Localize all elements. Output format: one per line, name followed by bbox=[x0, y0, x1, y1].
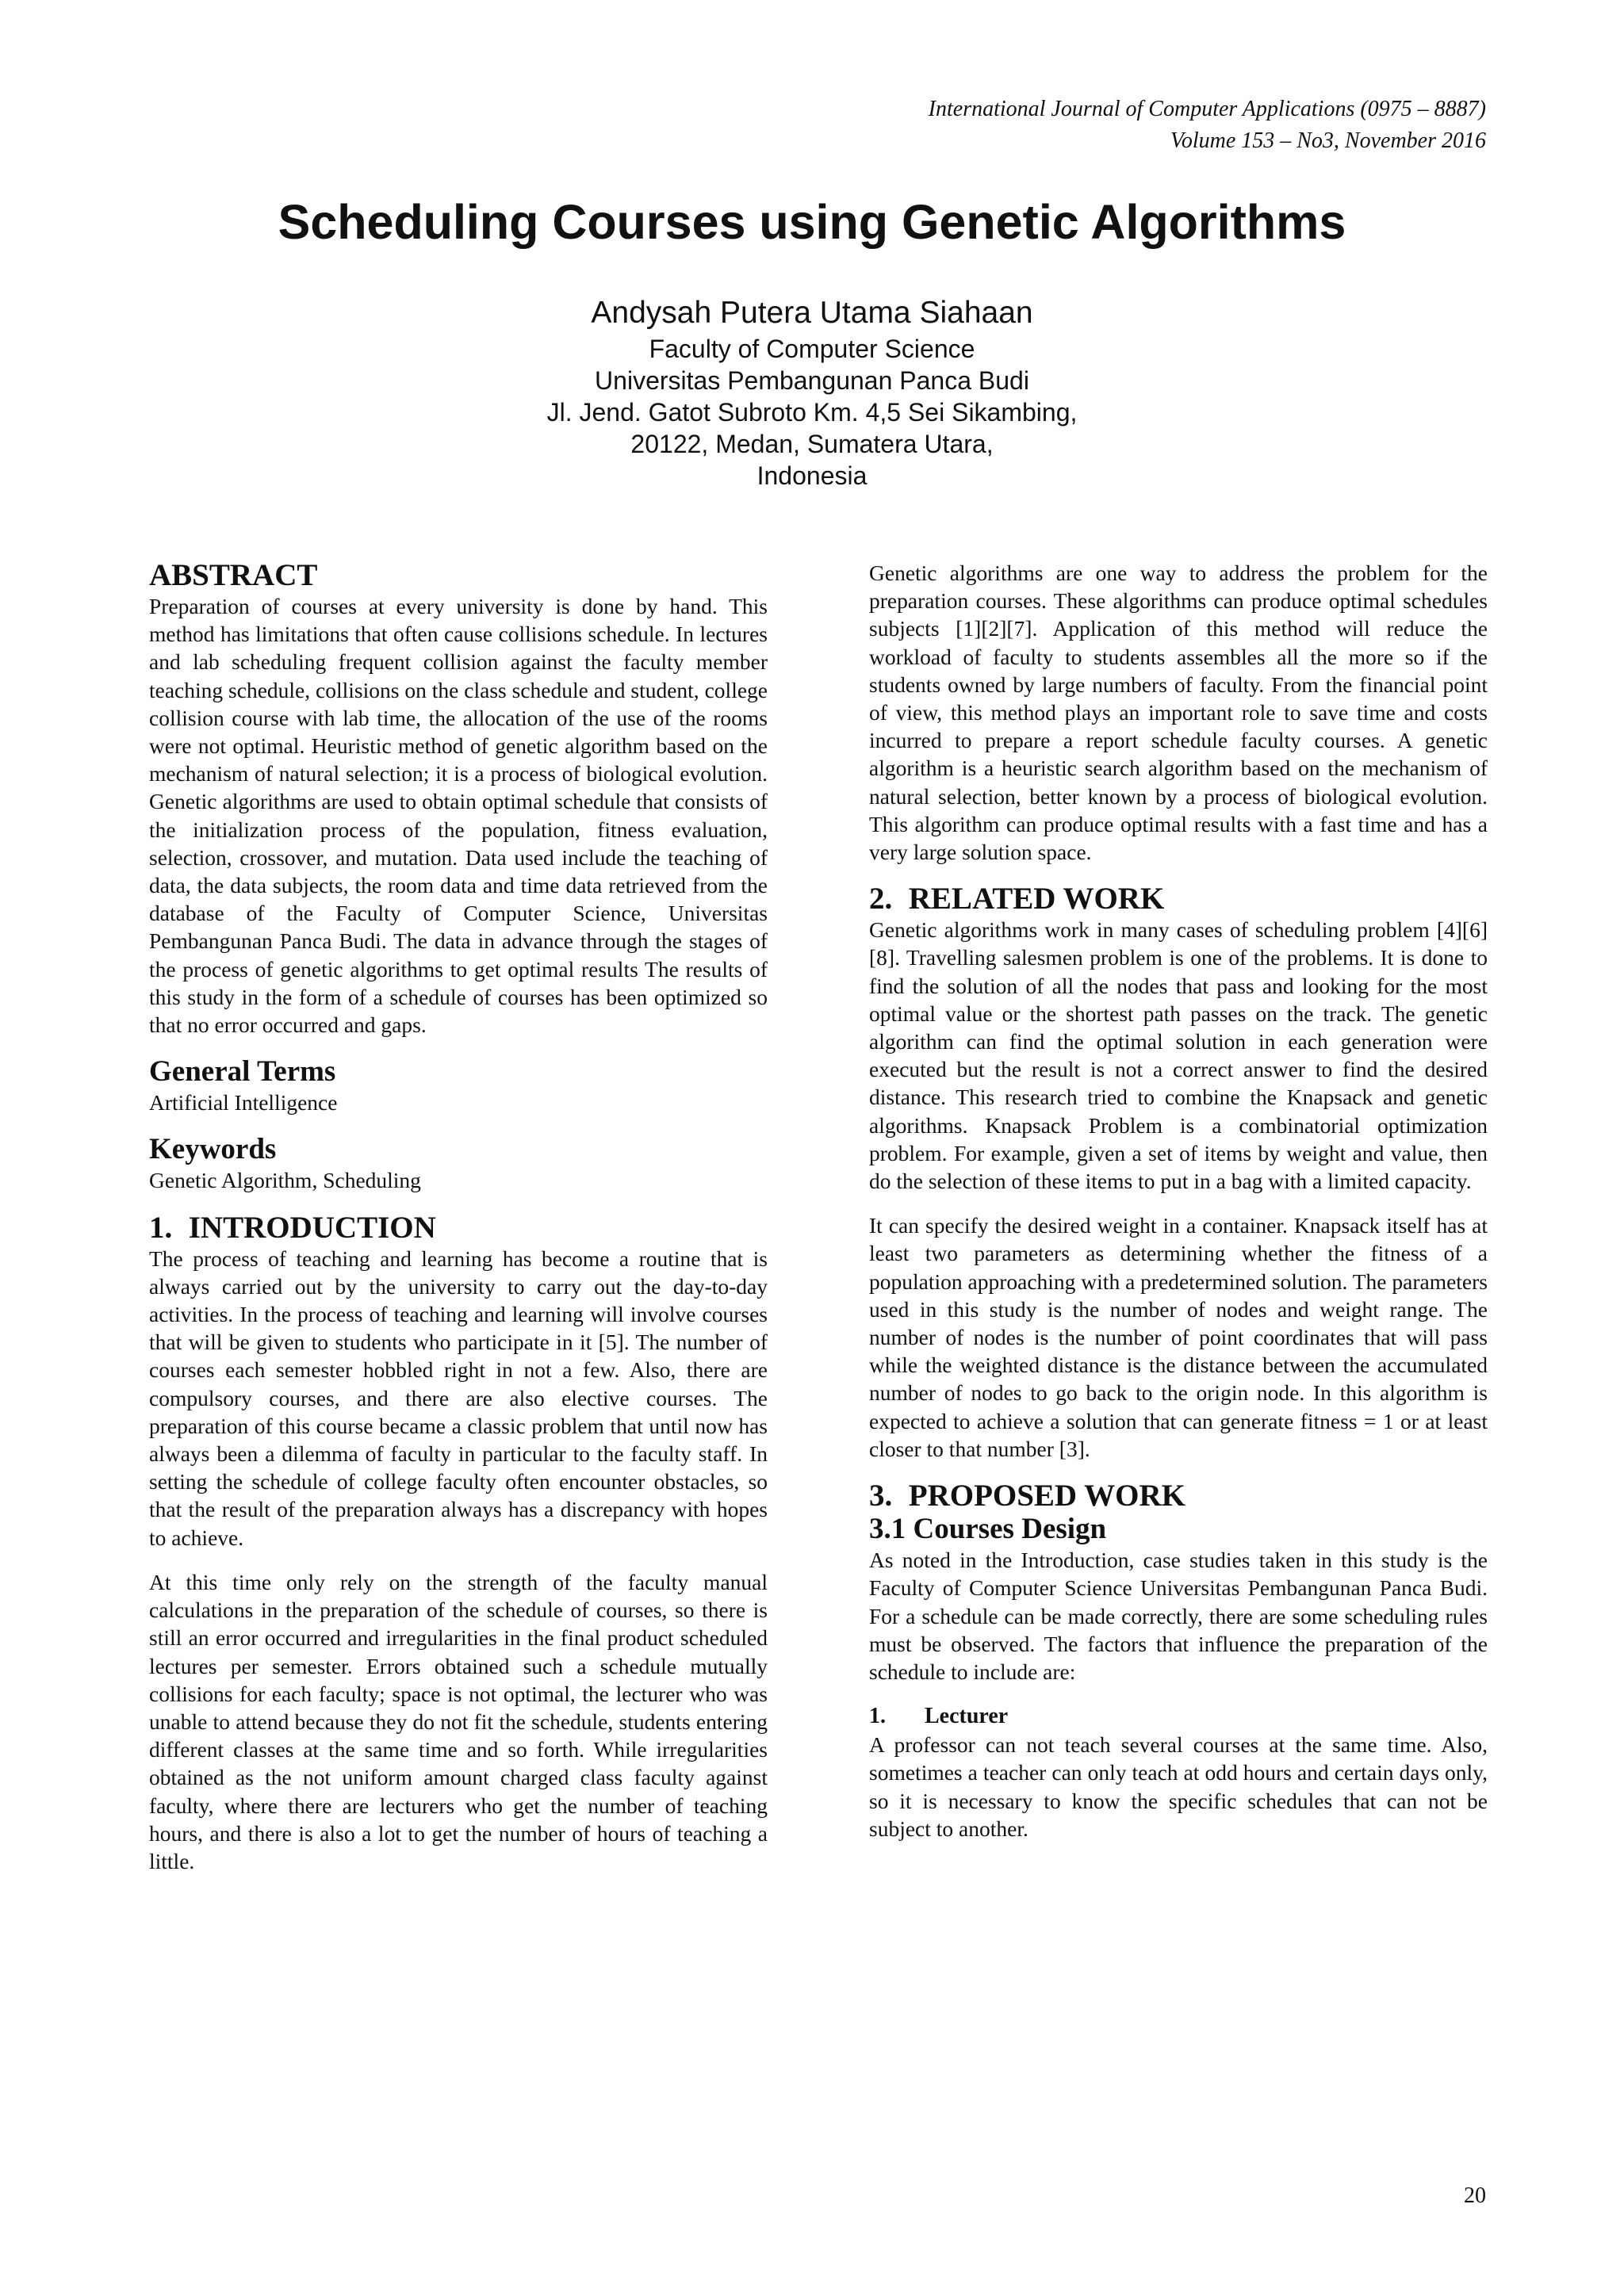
section-title: PROPOSED WORK bbox=[908, 1479, 1185, 1513]
related-work-paragraph-1: Genetic algorithms work in many cases of scheduling problem [4][6][8]. Travelling salesmen problem is one of the problems. It is done to find the solution of all the nodes that pass and looking for the most optimal value or the shortest path passes on the track. The genetic algorithm can find the optimal solution in each generation were executed but the result is not a correct answer to find the desired distance. This research tried to combine the Knapsack and genetic algorithms. Knapsack Problem is a combinatorial optimization problem. For example, given a set of items by weight and value, then do the selection of these items to put in a bag with a limited capacity. bbox=[869, 917, 1488, 1194]
general-terms-heading: General Terms bbox=[149, 1055, 336, 1089]
author-affiliation-line: 20122, Medan, Sumatera Utara, bbox=[630, 430, 994, 458]
author-name: Andysah Putera Utama Siahaan bbox=[591, 296, 1033, 330]
proposed-work-heading bbox=[869, 1479, 1488, 1513]
author-affiliation-line: Jl. Jend. Gatot Subroto Km. 4,5 Sei Sikambing, bbox=[546, 398, 1078, 427]
right-column bbox=[869, 559, 1488, 1843]
courses-design-paragraph: As noted in the Introduction, case studies taken in this study is the Faculty of Computer Science Universitas Pembangunan Panca Budi. For a schedule can be made correctly, there are some scheduling rules must be observed. The factors that influence the preparation of the schedule to include are: bbox=[869, 1548, 1488, 1684]
left-column bbox=[149, 559, 768, 1892]
lecturer-item-heading bbox=[869, 1702, 1488, 1731]
keywords-heading: Keywords bbox=[149, 1133, 277, 1166]
keywords-text: Genetic Algorithm, Scheduling bbox=[149, 1168, 421, 1193]
section-number: 3. bbox=[869, 1479, 893, 1513]
courses-design-heading: 3.1 Courses Design bbox=[869, 1513, 1107, 1546]
item-title: Lecturer bbox=[925, 1704, 1009, 1729]
journal-volume: Volume 153 – No3, November 2016 bbox=[1170, 128, 1486, 153]
journal-header bbox=[929, 94, 1486, 157]
section-title: RELATED WORK bbox=[908, 882, 1165, 916]
introduction-paragraph-1: The process of teaching and learning has become a routine that is always carried out by the university to carry out the day-to-day activities. In the process of teaching and learning will involve courses that will be given to students who participate in it [5]. The number of courses each semester hobbled right in not a few. Also, there are compulsory courses, and there are also elective courses. The preparation of this course became a classic problem that until now has always been a dilemma of faculty in particular to the faculty staff. In setting the schedule of college faculty often encounter obstacles, so that the result of the preparation always has a discrepancy with hopes to achieve. bbox=[149, 1246, 768, 1550]
introduction-paragraph-3: Genetic algorithms are one way to address the problem for the preparation courses. These algorithms can produce optimal schedules subjects [1][2][7]. Application of this method will reduce the workload of faculty to students assembles all the more so if the students owned by large numbers of faculty. From the financial point of view, this method plays an important role to save time and costs incurred to prepare a report schedule faculty courses. A genetic algorithm is a heuristic search algorithm based on the mechanism of natural selection, better known by a process of biological evolution. This algorithm can produce optimal results with a fast time and has a very large solution space. bbox=[869, 561, 1488, 865]
related-work-paragraph-2: It can specify the desired weight in a container. Knapsack itself has at least two parameters as determining whether the fitness of a population approaching with a predetermined solution. The parameters used in this study is the number of nodes and weight range. The number of nodes is the number of point coordinates that will pass while the weighted distance is the distance between the accumulated number of nodes to go back to the origin node. In this algorithm is expected to achieve a solution that can generate fitness = 1 or at least closer to that number [3]. bbox=[869, 1213, 1488, 1461]
section-number: 1. bbox=[149, 1210, 173, 1245]
author-affiliation-line: Indonesia bbox=[756, 461, 868, 490]
introduction-paragraph-2: At this time only rely on the strength of the faculty manual calculations in the preparation of the schedule of courses, so there is still an error occurred and irregularities in the final product scheduled lectures per semester. Errors obtained such a schedule mutually collisions for each faculty; space is not optimal, the lecturer who was unable to attend because they do not fit the schedule, students entering different classes at the same time and so forth. While irregularities obtained as the not uniform amount charged class faculty against faculty, where there are lecturers who get the number of teaching hours, and there is also a lot to get the number of hours of teaching a little. bbox=[149, 1569, 768, 1873]
general-terms-text: Artificial Intelligence bbox=[149, 1090, 338, 1115]
paper-title: Scheduling Courses using Genetic Algorithms bbox=[278, 195, 1346, 249]
author-affiliation-line: Faculty of Computer Science bbox=[649, 335, 975, 363]
abstract-heading: ABSTRACT bbox=[149, 558, 318, 592]
section-number: 2. bbox=[869, 882, 893, 916]
related-work-heading bbox=[869, 882, 1488, 916]
author-affiliation-line: Universitas Pembangunan Panca Budi bbox=[595, 366, 1029, 395]
page-number: 20 bbox=[1464, 2183, 1486, 2208]
journal-name: International Journal of Computer Applications (0975 – 8887) bbox=[928, 97, 1486, 121]
abstract-text: Preparation of courses at every university is done by hand. This method has limitations that often cause collisions schedule. In lectures and lab scheduling frequent collision against the faculty member teaching schedule, collisions on the class schedule and student, college collision course with lab time, the allocation of the use of the rooms were not optimal. Heuristic method of genetic algorithm based on the mechanism of natural selection; it is a process of biological evolution. Genetic algorithms are used to obtain optimal schedule that consists of the initialization process of the population, fitness evaluation, selection, crossover, and mutation. Data used include the teaching of data, the data subjects, the room data and time data retrieved from the database of the Faculty of Computer Science, Universitas Pembangunan Panca Budi. The data in advance through the stages of the process of genetic algorithms to get optimal results The results of this study in the form of a schedule of courses has been optimized so that no error occurred and gaps. bbox=[149, 594, 768, 1038]
introduction-heading bbox=[149, 1211, 768, 1245]
lecturer-item-text: A professor can not teach several courses at the same time. Also, sometimes a teacher can only teach at odd hours and certain days only, so it is necessary to know the specific schedules that can not be subject to another. bbox=[869, 1732, 1488, 1841]
section-title: INTRODUCTION bbox=[188, 1210, 436, 1245]
author-block bbox=[0, 293, 1624, 492]
item-number: 1. bbox=[869, 1704, 886, 1729]
